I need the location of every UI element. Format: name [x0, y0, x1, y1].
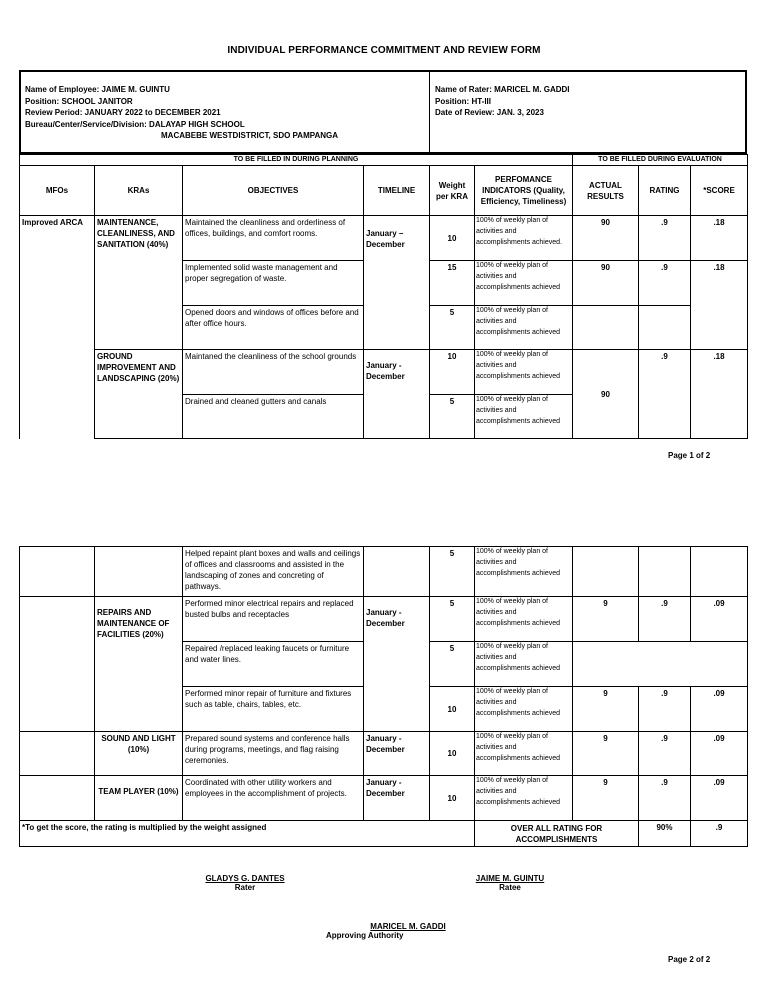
score-cell: .09	[691, 687, 748, 732]
performance-table-page2	[19, 546, 748, 847]
actual-cell	[573, 547, 639, 597]
weight-cell: 15	[430, 261, 475, 306]
form-title: INDIVIDUAL PERFORMANCE COMMITMENT AND REVIEW FORM	[227, 45, 541, 56]
kra-repairs: REPAIRS AND MAINTENANCE OF FACILITIES (20%)	[95, 597, 183, 732]
objective-cell: Helped repaint plant boxes and walls and ceilings of offices and classrooms and assisted in the landscaping of zones and concreting of pathways.	[183, 547, 364, 597]
objective-cell: Maintained the cleanliness and orderliness of offices, buildings, and comfort rooms.	[183, 216, 364, 261]
ratee-signature-name: JAIME M. GUINTU	[475, 874, 545, 883]
timeline-cell: January - December	[364, 776, 430, 821]
weight-cell: 10	[430, 216, 475, 261]
page-number-2: Page 2 of 2	[668, 955, 711, 964]
actual-cell: 90	[573, 216, 639, 261]
score-cell	[691, 547, 748, 597]
score-cell: .18	[691, 216, 748, 261]
score-cell: .09	[691, 776, 748, 821]
mfo-cell	[20, 547, 95, 597]
indicator-cell: 100% of weekly plan of activities and accomplishments achieved.	[475, 216, 573, 261]
indicator-cell: 100% of weekly plan of activities and accomplishments achieved	[475, 642, 573, 687]
approver-signature-name: MARICEL M. GADDI	[370, 922, 446, 931]
rater-signature	[180, 874, 310, 892]
rating-cell	[639, 306, 691, 350]
objective-cell: Drained and cleaned gutters and canals	[183, 395, 364, 439]
weight-cell: 5	[430, 642, 475, 687]
weight-cell: 10	[430, 732, 475, 776]
actual-cell: 90	[573, 261, 639, 306]
weight-cell: 5	[430, 597, 475, 642]
indicator-cell: 100% of weekly plan of activities and accomplishments achieved	[475, 395, 573, 439]
score-cell: .09	[691, 597, 748, 642]
page-number-1: Page 1 of 2	[668, 451, 711, 460]
rater-position: Position: HT-III	[435, 96, 491, 106]
rater-name: Name of Rater: MARICEL M. GADDI	[435, 85, 570, 94]
weight-cell: 10	[430, 776, 475, 821]
rater-info	[431, 72, 745, 152]
col-actual: ACTUAL RESULTS	[573, 166, 639, 216]
score-note: *To get the score, the rating is multiplied by the weight assigned	[20, 821, 475, 847]
rating-cell: .9	[639, 350, 691, 439]
mfo-cell	[20, 597, 95, 732]
kra-sound: SOUND AND LIGHT (10%)	[95, 732, 183, 776]
actual-cell: 90	[573, 350, 639, 439]
overall-score: .9	[691, 821, 748, 847]
col-mfos: MFOs	[20, 166, 95, 216]
indicator-cell: 100% of weekly plan of activities and accomplishments achieved	[475, 547, 573, 597]
employee-position: Position: SCHOOL JANITOR	[25, 96, 133, 106]
objective-cell: Opened doors and windows of offices before and after office hours.	[183, 306, 364, 350]
header-info-box	[19, 70, 747, 154]
kra-ground: GROUND IMPROVEMENT AND LANDSCAPING (20%)	[95, 350, 183, 439]
objective-cell: Repaired /replaced leaking faucets or furniture and water lines.	[183, 642, 364, 687]
score-cell: .18	[691, 261, 748, 350]
review-date: Date of Review: JAN. 3, 2023	[435, 108, 544, 117]
rater-signature-name: GLADYS G. DANTES	[205, 874, 285, 883]
mfo-cell	[20, 732, 95, 776]
rating-cell: .9	[639, 216, 691, 261]
empty-eval-cell	[573, 642, 748, 687]
indicator-cell: 100% of weekly plan of activities and accomplishments achieved	[475, 687, 573, 732]
actual-cell: 9	[573, 597, 639, 642]
rating-cell: .9	[639, 597, 691, 642]
rating-cell	[639, 547, 691, 597]
ratee-signature	[440, 874, 580, 892]
timeline-cell	[364, 547, 430, 597]
actual-cell	[573, 306, 639, 350]
employee-info	[21, 72, 430, 152]
rating-cell: .9	[639, 261, 691, 306]
objective-cell: Performed minor electrical repairs and replaced busted bulbs and receptacles	[183, 597, 364, 642]
weight-cell: 5	[430, 395, 475, 439]
mfo-cell: Improved ARCA	[20, 216, 95, 439]
objective-cell: Coordinated with other utility workers and employees in the accomplishment of projects.	[183, 776, 364, 821]
indicator-cell: 100% of weekly plan of activities and accomplishments achieved	[475, 597, 573, 642]
planning-header: TO BE FILLED IN DURING PLANNING	[20, 155, 573, 166]
indicator-cell: 100% of weekly plan of activities and accomplishments achieved	[475, 306, 573, 350]
district: MACABEBE WESTDISTRICT, SDO PAMPANGA	[161, 131, 339, 140]
indicator-cell: 100% of weekly plan of activities and accomplishments achieved	[475, 776, 573, 821]
kra-cell	[95, 547, 183, 597]
kra-maintenance: MAINTENANCE, CLEANLINESS, AND SANITATION (40%)	[95, 216, 183, 350]
objective-cell: Maintaned the cleanliness of the school grounds	[183, 350, 364, 395]
ratee-signature-role: Ratee	[499, 883, 521, 892]
timeline-cell: January - December	[364, 732, 430, 776]
weight-cell: 10	[430, 350, 475, 395]
overall-rating: 90%	[639, 821, 691, 847]
timeline-cell: January - December	[364, 597, 430, 732]
indicator-cell: 100% of weekly plan of activities and accomplishments achieved	[475, 350, 573, 395]
actual-cell: 9	[573, 776, 639, 821]
bureau: Bureau/Center/Service/Division: DALAYAP HIGH SCHOOL	[25, 119, 245, 129]
evaluation-header: TO BE FILLED DURING EVALUATION	[573, 155, 748, 166]
weight-cell: 5	[430, 547, 475, 597]
objective-cell: Implemented solid waste management and proper segregation of waste.	[183, 261, 364, 306]
indicator-cell: 100% of weekly plan of activities and accomplishments achieved	[475, 732, 573, 776]
col-score: *SCORE	[691, 166, 748, 216]
col-kras: KRAs	[95, 166, 183, 216]
review-period: Review Period: JANUARY 2022 to DECEMBER 2021	[25, 108, 221, 117]
col-indicators: PERFOMANCE INDICATORS (Quality, Efficiency, Timeliness)	[475, 166, 573, 216]
performance-table-page1	[19, 154, 748, 439]
weight-cell: 10	[430, 687, 475, 732]
approver-signature-role: Approving Authority	[326, 931, 404, 940]
employee-name: Name of Employee: JAIME M. GUINTU	[25, 85, 170, 94]
overall-label: OVER ALL RATING FOR ACCOMPLISHMENTS	[475, 821, 639, 847]
rater-signature-role: Rater	[234, 883, 256, 892]
kra-team: TEAM PLAYER (10%)	[95, 776, 183, 821]
actual-cell: 9	[573, 687, 639, 732]
indicator-cell: 100% of weekly plan of activities and accomplishments achieved	[475, 261, 573, 306]
col-timeline: TIMELINE	[364, 166, 430, 216]
objective-cell: Performed minor repair of furniture and fixtures such as table, chairs, tables, etc.	[183, 687, 364, 732]
score-cell: .18	[691, 350, 748, 439]
objective-cell: Prepared sound systems and conference halls during programs, meetings, and flag raising ceremonies.	[183, 732, 364, 776]
score-cell: .09	[691, 732, 748, 776]
col-weight: Weight per KRA	[430, 166, 475, 216]
col-objectives: OBJECTIVES	[183, 166, 364, 216]
approver-signature	[318, 922, 498, 940]
rating-cell: .9	[639, 687, 691, 732]
col-rating: RATING	[639, 166, 691, 216]
timeline-cell: January - December	[364, 350, 430, 439]
rating-cell: .9	[639, 776, 691, 821]
rating-cell: .9	[639, 732, 691, 776]
mfo-cell	[20, 776, 95, 821]
weight-cell: 5	[430, 306, 475, 350]
actual-cell: 9	[573, 732, 639, 776]
timeline-cell: January – December	[364, 216, 430, 350]
